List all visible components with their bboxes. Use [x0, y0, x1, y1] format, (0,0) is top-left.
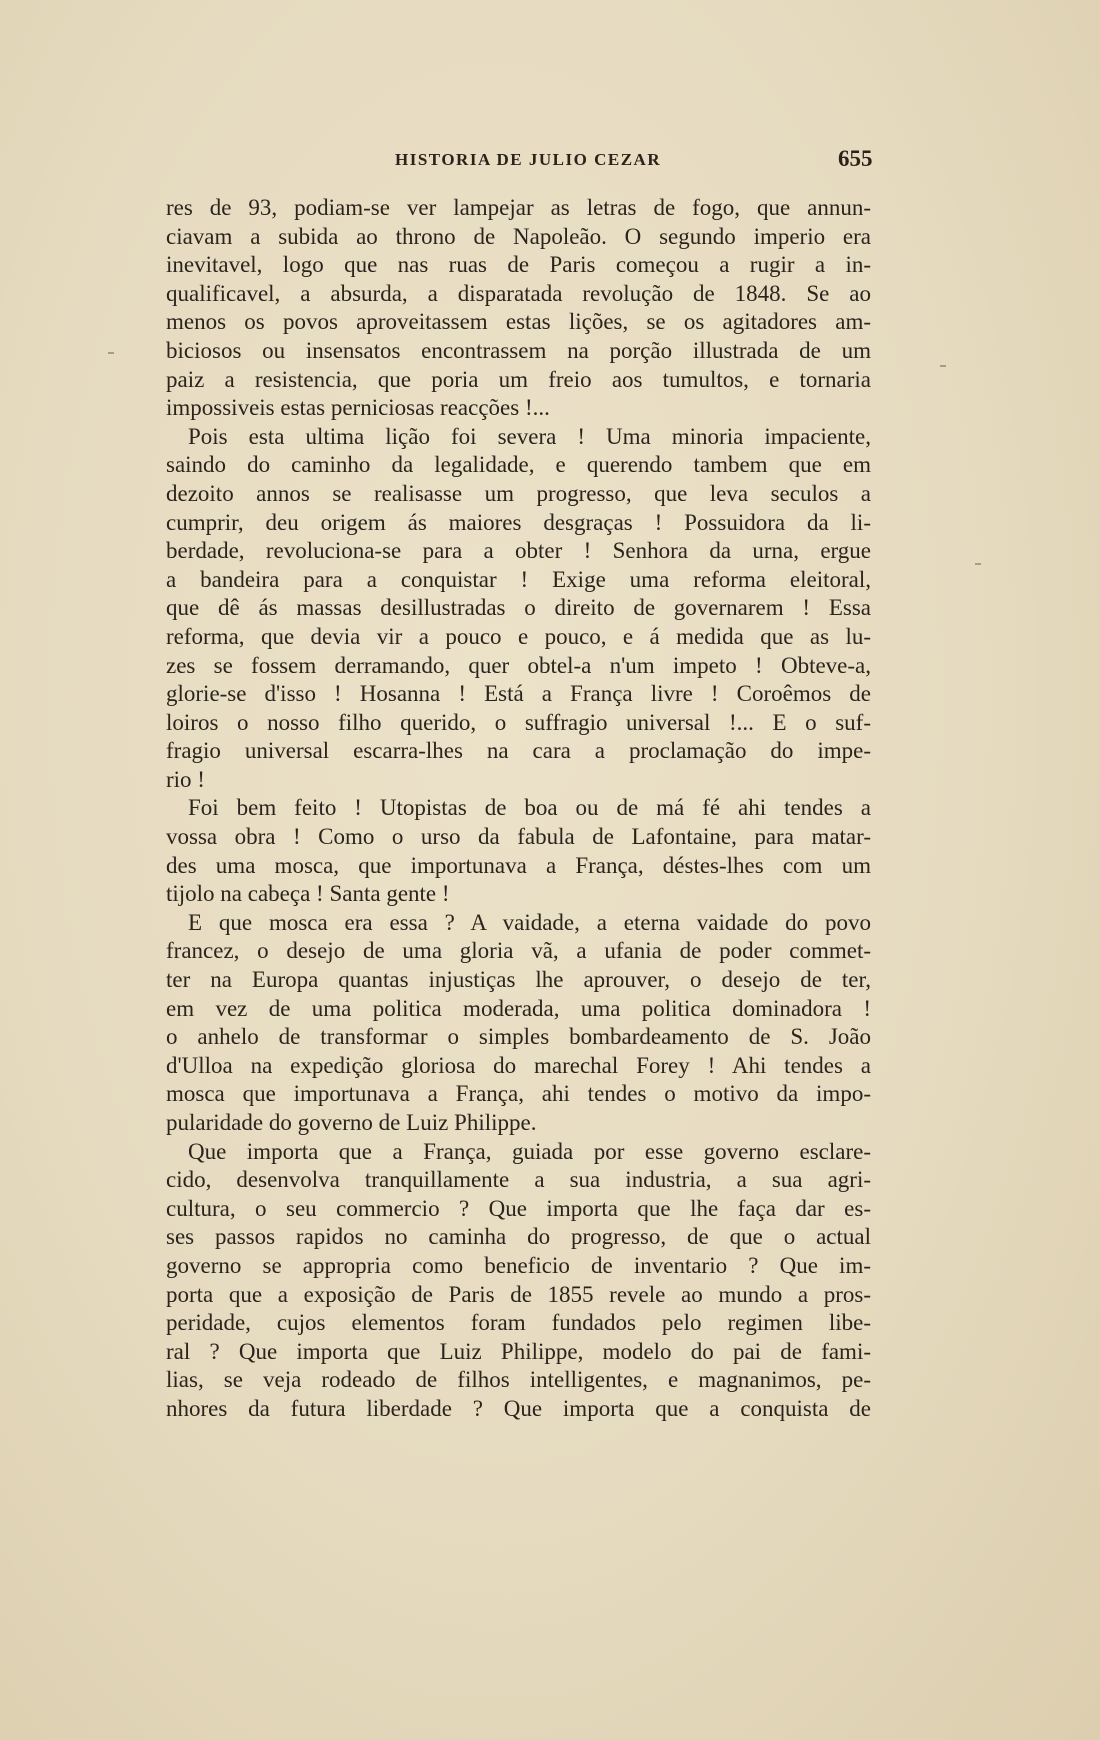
- text-line: Que importa que a França, guiada por esse governo esclare-: [188, 1138, 871, 1164]
- text-line: cultura, o seu commercio ? Que importa que lhe faça dar es-: [166, 1195, 871, 1221]
- text-line: menos os povos aproveitassem estas lições, se os agitadores am-: [166, 309, 871, 335]
- text-line: dezoito annos se realisasse um progresso, que leva seculos a: [166, 480, 871, 506]
- text-line: ses passos rapidos no caminha do progresso, de que o actual: [166, 1224, 871, 1250]
- text-line: biciosos ou insensatos encontrassem na porção illustrada de um: [166, 337, 871, 363]
- page-number: 655: [838, 146, 873, 171]
- text-line: lias, se veja rodeado de filhos intelligentes, e magnanimos, pe-: [166, 1367, 871, 1393]
- text-line: em vez de uma politica moderada, uma politica dominadora !: [166, 995, 871, 1021]
- text-line: ciavam a subida ao throno de Napoleão. O segundo imperio era: [166, 223, 871, 249]
- text-line: cido, desenvolva tranquillamente a sua industria, a sua agri-: [166, 1167, 871, 1193]
- text-line: saindo do caminho da legalidade, e querendo tambem que em: [166, 452, 871, 478]
- text-line: ral ? Que importa que Luiz Philippe, modelo do pai de fami-: [166, 1338, 871, 1364]
- stray-ink-mark: [940, 365, 946, 367]
- page-header: [0, 148, 1100, 178]
- text-line: vossa obra ! Como o urso da fabula de Lafontaine, para matar-: [166, 824, 871, 850]
- text-line: inevitavel, logo que nas ruas de Paris começou a rugir a in-: [166, 252, 871, 278]
- text-line: des uma mosca, que importunava a França, déstes-lhes com um: [166, 852, 871, 878]
- text-line: reforma, que devia vir a pouco e pouco, e á medida que as lu-: [166, 623, 871, 649]
- text-line: o anhelo de transformar o simples bombardeamento de S. João: [166, 1024, 871, 1050]
- text-line: glorie-se d'isso ! Hosanna ! Está a França livre ! Coroêmos de: [166, 681, 871, 707]
- text-line: que dê ás massas desillustradas o direito de governarem ! Essa: [166, 595, 871, 621]
- text-line: Foi bem feito ! Utopistas de boa ou de má fé ahi tendes a: [188, 795, 871, 821]
- text-line: cumprir, deu origem ás maiores desgraças ! Possuidora da li-: [166, 509, 871, 535]
- text-line: qualificavel, a absurda, a disparatada revolução de 1848. Se ao: [166, 280, 871, 306]
- text-line: d'Ulloa na expedição gloriosa do marechal Forey ! Ahi tendes a: [166, 1052, 871, 1078]
- text-line: Pois esta ultima lição foi severa ! Uma minoria impaciente,: [188, 423, 871, 449]
- body-text: [166, 194, 871, 1424]
- text-line: zes se fossem derramando, quer obtel-a n'um impeto ! Obteve-a,: [166, 652, 871, 678]
- text-line: paiz a resistencia, que poria um freio aos tumultos, e tornaria: [166, 366, 871, 392]
- text-line: porta que a exposição de Paris de 1855 revele ao mundo a pros-: [166, 1281, 871, 1307]
- text-line: peridade, cujos elementos foram fundados pelo regimen libe-: [166, 1310, 871, 1336]
- text-line: a bandeira para a conquistar ! Exige uma reforma eleitoral,: [166, 566, 871, 592]
- text-line: berdade, revoluciona-se para a obter ! Senhora da urna, ergue: [166, 538, 871, 564]
- stray-ink-mark: [108, 352, 114, 354]
- text-line: rio !: [166, 766, 205, 792]
- running-title: HISTORIA DE JULIO CEZAR: [395, 150, 662, 169]
- text-line: ter na Europa quantas injustiças lhe aprouver, o desejo de ter,: [166, 967, 871, 993]
- text-line: fragio universal escarra-lhes na cara a proclamação do impe-: [166, 738, 871, 764]
- text-line: francez, o desejo de uma gloria vã, a ufania de poder commet-: [166, 938, 871, 964]
- text-line: impossiveis estas perniciosas reacções !...: [166, 395, 550, 421]
- text-line: governo se appropria como beneficio de inventario ? Que im-: [166, 1252, 871, 1278]
- text-line: nhores da futura liberdade ? Que importa que a conquista de: [166, 1395, 871, 1421]
- stray-ink-mark: [975, 563, 981, 565]
- text-line: tijolo na cabeça ! Santa gente !: [166, 881, 450, 907]
- text-line: loiros o nosso filho querido, o suffragio universal !... E o suf-: [166, 709, 871, 735]
- text-line: pularidade do governo de Luiz Philippe.: [166, 1110, 537, 1135]
- text-line: mosca que importunava a França, ahi tendes o motivo da impo-: [166, 1081, 871, 1107]
- text-line: res de 93, podiam-se ver lampejar as letras de fogo, que annun-: [166, 195, 871, 220]
- text-line: E que mosca era essa ? A vaidade, a eterna vaidade do povo: [188, 909, 871, 935]
